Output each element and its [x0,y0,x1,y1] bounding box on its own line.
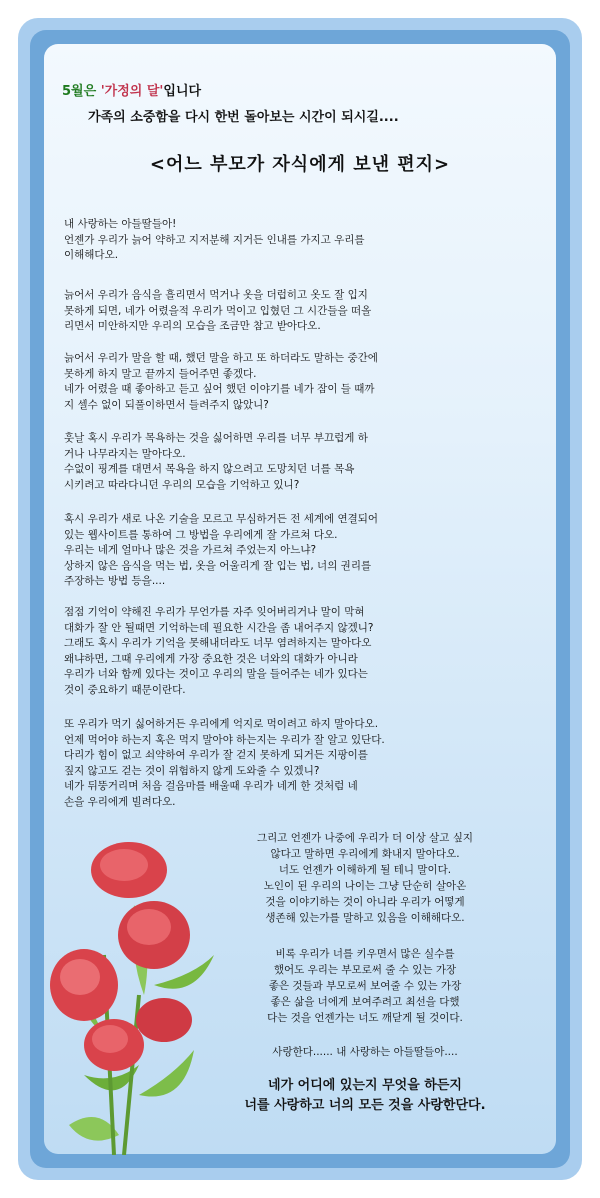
final-line: 너를 사랑하고 너의 모든 것을 사랑한단다. [244,1098,486,1113]
text-line: 못하게 되면, 네가 어렸을적 우리가 먹이고 입혔던 그 시간들을 떠올 [64,304,372,317]
text-line: 상하지 않은 음식을 먹는 법, 옷을 어울리게 잘 입는 법, 너의 권리를 [64,559,372,572]
text-line: 내 사랑하는 아들딸들아! [64,218,177,230]
text-line: 했어도 우리는 부모로써 줄 수 있는 가장 [273,964,457,976]
text-line: 점점 기억이 약해진 우리가 무언가를 자주 잊어버리거나 말이 막혀 [64,606,365,618]
text-line: 좋은 삶을 너에게 보여주려고 최선을 다했 [270,996,460,1008]
text-line: 생존해 있는가를 말하고 있음을 이해해다오. [265,912,465,924]
text-line: 리면서 미안하지만 우리의 모습을 조금만 참고 받아다오. [64,320,321,332]
closing-paragraph-1 [180,830,550,926]
paragraph-5 [64,512,544,590]
text-line: 늙어서 우리가 음식을 흘리면서 먹거나 옷을 더럽히고 옷도 잘 입지 [64,289,368,301]
text-line: 것이 중요하기 때문이란다. [64,683,186,696]
paragraph-7 [64,717,544,810]
text-line: 있는 웹사이트를 통하여 그 방법을 우리에게 잘 가르쳐 다오. [64,528,338,541]
intro-month: 5월은 [62,84,101,99]
text-line: 노인이 된 우리의 나이는 그냥 단순히 살아온 [263,880,467,892]
text-line: 않다고 말하면 우리에게 화내지 말아다오. [270,848,460,860]
text-line: 혹시 우리가 새로 나온 기술을 모르고 무심하거든 전 세계에 연결되어 [64,513,379,525]
text-line: 짚지 않고도 걷는 것이 위험하지 않게 도와줄 수 있겠니? [64,764,320,777]
text-line: 다리가 힘이 없고 쇠약하여 우리가 잘 걷지 못하게 되거든 지팡이를 [64,749,368,761]
paragraph-6 [64,605,544,698]
paragraph-3 [64,351,544,413]
text-line: 그래도 혹시 우리가 기억을 못해내더라도 너무 염려하지는 말아다오 [64,637,372,649]
final-line: 네가 어디에 있는지 무엇을 하든지 [268,1078,462,1093]
text-line: 손을 우리에게 빌려다오. [64,795,176,808]
intro-rest: 입니다 [163,84,202,99]
text-line: 훗날 혹시 우리가 목욕하는 것을 싫어하면 우리를 너무 부끄럽게 하 [64,432,368,444]
text-line: 언제 먹어야 하는지 혹은 먹지 말아야 하는지는 우리가 잘 알고 있단다. [64,733,385,746]
text-line: 네가 어렸을 때 좋아하고 듣고 싶어 했던 이야기를 네가 잠이 들 때까 [64,383,375,395]
final-message [180,1076,550,1116]
paragraph-2 [64,288,544,335]
text-line: 지 셀수 없이 되풀이하면서 들려주지 않았니? [64,398,269,411]
text-line: 또 우리가 먹기 싫어하거든 우리에게 억지로 먹이려고 하지 말아다오. [64,718,379,730]
text-line: 좋은 것들과 부모로써 보여줄 수 있는 가장 [268,980,462,992]
text-line: 것을 이야기하는 것이 아니라 우리가 어떻게 [265,896,465,908]
paragraph-4 [64,431,544,493]
text-line: 너도 언젠가 이해하게 될 테니 말이다. [278,864,452,876]
text-line: 이해해다오. [64,249,119,261]
text-line: 그리고 언젠가 나중에 우리가 더 이상 살고 싶지 [256,832,474,844]
text-line: 시키려고 따라다니던 우리의 모습을 기억하고 있니? [64,478,300,491]
intro-line-2: 가족의 소중함을 다시 한번 돌아보는 시간이 되시길.... [88,110,399,125]
text-line: 언젠가 우리가 늙어 약하고 지저분해 지거든 인내를 가지고 우리를 [64,233,365,246]
text-line: 네가 뒤뚱거리며 처음 걸음마를 배울때 우리가 네게 한 것처럼 네 [64,780,358,792]
intro-line-1 [62,80,201,99]
text-line: 왜냐하면, 그때 우리에게 가장 중요한 것은 너와의 대화가 아니라 [64,652,358,665]
text-line: 수없이 핑계를 대면서 목욕을 하지 않으려고 도망치던 너를 목욕 [64,463,355,475]
intro-quote: '가정의 달' [100,84,164,99]
text-line: 대화가 잘 안 될때면 기억하는데 필요한 시간을 좀 내어주지 않겠니? [64,621,374,634]
closing-paragraph-2 [180,946,550,1026]
text-line: 우리가 너와 함께 있다는 것이고 우리의 말을 들어주는 네가 있다는 [64,668,368,680]
letter-title: <어느 부모가 자식에게 보낸 편지> [149,154,451,175]
red-blooms [50,842,192,1071]
text-line: 거나 나무라지는 말아다오. [64,447,186,460]
text-line: 주장하는 방법 등을.... [64,575,166,587]
love-line: 사랑한다...... 내 사랑하는 아들딸들아.... [272,1046,458,1058]
text-line: 늙어서 우리가 말을 할 때, 했던 말을 하고 또 하더라도 말하는 중간에 [64,352,378,364]
text-line: 다는 것을 언젠가는 너도 깨닫게 될 것이다. [267,1012,463,1024]
paragraph-1 [64,217,544,264]
text-line: 못하게 하지 말고 끝까지 들어주면 좋겠다. [64,367,257,380]
text-line: 우리는 네게 얼마나 많은 것을 가르쳐 주었는지 아느냐? [64,544,317,556]
text-line: 비록 우리가 너를 키우면서 많은 실수를 [275,948,455,960]
